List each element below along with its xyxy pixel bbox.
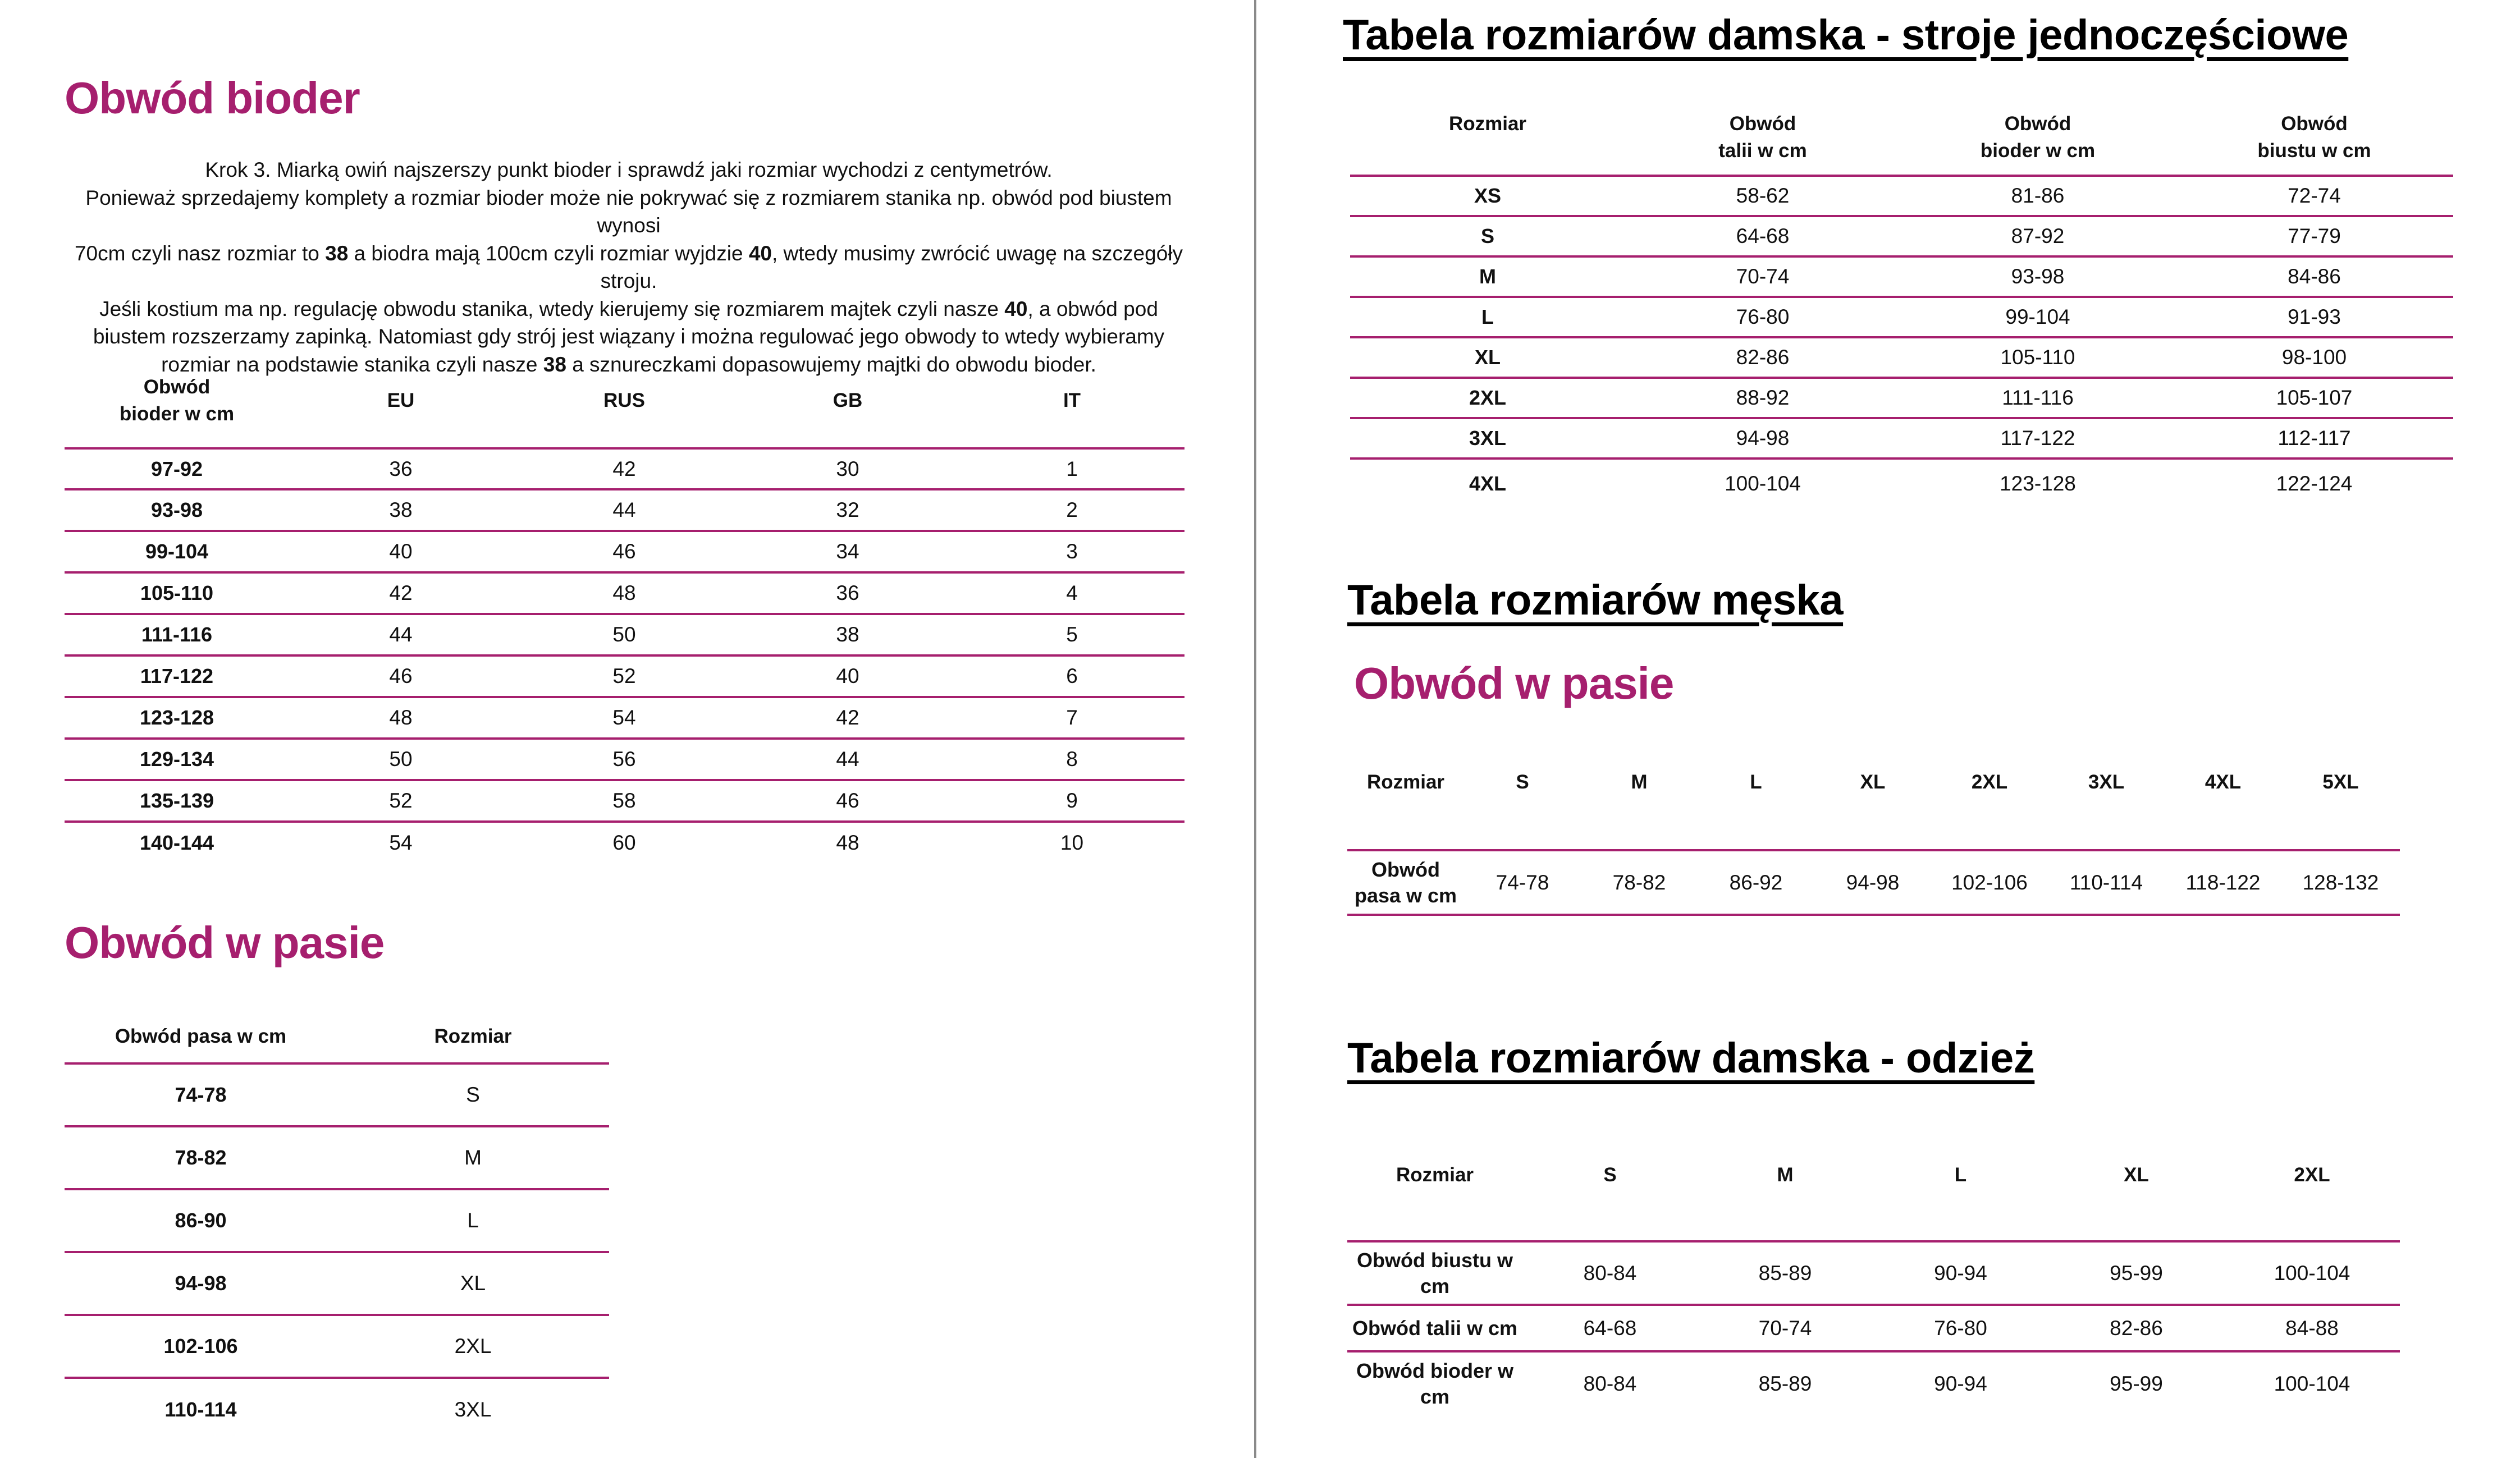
col-header: XL: [1860, 771, 1886, 793]
table-cell: 91-93: [2288, 305, 2341, 328]
table-row: [65, 1126, 609, 1189]
col-header-gb: GB: [833, 389, 863, 411]
para-line-5: biustem rozszerzamy zapinką. Natomiast gdy strój jest wiązany i można regulować jego obwody to wtedy wybieramy: [93, 325, 1165, 348]
table-cell: 110-114: [164, 1398, 237, 1421]
table-cell: XL: [460, 1272, 486, 1295]
table-cell: 74-78: [175, 1083, 227, 1106]
col-header: 2XL: [1971, 771, 2008, 793]
table-row: [1350, 216, 2453, 256]
table-header-row: [65, 1010, 609, 1063]
table-cell: 58: [612, 789, 636, 812]
table-cell: 3XL: [454, 1398, 492, 1421]
table-cell: 93-98: [2011, 265, 2065, 288]
waist-heading: Obwód w pasie: [65, 918, 385, 968]
table-cell: 54: [389, 831, 413, 854]
para-line-3: 70cm czyli nasz rozmiar to 38 a biodra mają 100cm czyli rozmiar wyjdzie 40, wtedy musimy zwrócić uwagę na szczegóły stroju.: [74, 241, 1183, 292]
table-cell: 38: [836, 623, 859, 646]
table-cell: 56: [612, 748, 636, 771]
col-header: M: [1777, 1164, 1794, 1186]
table-cell: 85-89: [1758, 1261, 1812, 1285]
col-header-bust: Obwód biustu w cm: [2257, 113, 2371, 162]
table-cell: 10: [1060, 831, 1084, 854]
table-row: [1350, 337, 2453, 378]
table-row: [65, 1063, 609, 1126]
table-cell: 30: [836, 457, 859, 480]
table-cell: S: [1480, 224, 1494, 247]
table-cell: XS: [1474, 184, 1502, 207]
table-cell: 48: [612, 581, 636, 604]
table-cell: 98-100: [2281, 346, 2347, 369]
table-cell: L: [1481, 305, 1494, 328]
table-cell: 81-86: [2011, 184, 2065, 207]
table-cell: 4XL: [1469, 472, 1507, 495]
para-line-4: Jeśli kostium ma np. regulację obwodu stanika, wtedy kierujemy się rozmiarem majtek czyli nasze 40, a obwód pod: [99, 297, 1158, 320]
row-label: Obwód pasa w cm: [1354, 858, 1457, 907]
table-cell: 6: [1066, 664, 1078, 687]
table-cell: 78-82: [1612, 870, 1666, 894]
table-cell: 46: [836, 789, 859, 812]
table-row: [65, 1378, 609, 1441]
table-cell: 76-80: [1934, 1316, 1987, 1340]
table-cell: 97-92: [150, 457, 203, 480]
para-line-1: Krok 3. Miarką owiń najszerszy punkt bioder i sprawdź jaki rozmiar wychodzi z centymetrów.: [205, 158, 1053, 181]
swimsuit-title: Tabela rozmiarów damska - stroje jednoczęściowe: [1343, 11, 2349, 59]
hips-size-table: [65, 354, 1184, 863]
table-cell: 42: [836, 706, 859, 729]
table-cell: 46: [612, 540, 636, 563]
table-cell: 105-110: [2000, 346, 2075, 369]
table-cell: 74-78: [1495, 870, 1549, 894]
row-label: Obwód biustu w cm: [1357, 1248, 1513, 1297]
table-cell: 86-90: [175, 1209, 227, 1232]
table-cell: 3XL: [1469, 427, 1507, 450]
table-row: [65, 572, 1184, 614]
col-header-eu: EU: [387, 389, 415, 411]
table-row: [65, 489, 1184, 531]
table-cell: M: [1479, 265, 1496, 288]
col-header: L: [1954, 1164, 1967, 1186]
table-cell: 46: [389, 664, 413, 687]
table-cell: 1: [1066, 457, 1078, 480]
page-divider: [1254, 0, 1256, 1458]
table-header-row: [65, 354, 1184, 448]
table-row: [65, 1315, 609, 1378]
table-cell: 99-104: [2005, 305, 2070, 328]
table-row: [1347, 1305, 2400, 1351]
table-cell: 117-122: [140, 664, 214, 687]
col-header-size: Rozmiar: [1448, 113, 1527, 135]
col-header-hips: Obwód bioder w cm: [119, 375, 235, 425]
table-row: [1347, 1351, 2400, 1415]
col-header: 3XL: [2088, 771, 2125, 793]
table-cell: 102-106: [163, 1335, 238, 1358]
col-header-size: Rozmiar: [1396, 1164, 1474, 1186]
table-cell: 105-110: [140, 581, 214, 604]
table-cell: 111-116: [2002, 386, 2074, 409]
table-row: [65, 1252, 609, 1315]
table-cell: 99-104: [145, 540, 209, 563]
col-header-size: Rozmiar: [1366, 771, 1445, 793]
table-cell: 88-92: [1736, 386, 1790, 409]
table-cell: 44: [389, 623, 413, 646]
table-cell: 112-117: [2277, 427, 2351, 450]
men-size-table: [1347, 758, 2400, 916]
table-cell: 117-122: [2000, 427, 2075, 450]
table-cell: 102-106: [1951, 870, 2028, 894]
table-cell: 8: [1066, 748, 1078, 771]
table-cell: 128-132: [2302, 870, 2379, 894]
table-cell: 140-144: [139, 831, 214, 854]
table-cell: 111-116: [141, 623, 213, 646]
table-row: [1350, 297, 2453, 337]
table-header-row: [1347, 1150, 2400, 1241]
table-cell: 72-74: [2288, 184, 2341, 207]
table-cell: 52: [612, 664, 636, 687]
table-cell: 77-79: [2288, 224, 2341, 247]
table-cell: 93-98: [150, 498, 203, 521]
table-cell: 48: [836, 831, 859, 854]
table-cell: 87-92: [2011, 224, 2065, 247]
table-cell: 32: [836, 498, 859, 521]
table-cell: 64-68: [1736, 224, 1790, 247]
table-cell: 44: [836, 748, 859, 771]
table-row: [1350, 176, 2453, 216]
table-row: [1350, 418, 2453, 459]
table-row: [65, 739, 1184, 780]
table-cell: 82-86: [2110, 1316, 2163, 1340]
men-waist-heading: Obwód w pasie: [1354, 658, 1674, 708]
col-header-it: IT: [1063, 389, 1081, 411]
table-row: [65, 655, 1184, 697]
table-row: [65, 531, 1184, 572]
table-row: [65, 448, 1184, 489]
hips-heading: Obwód bioder: [65, 73, 360, 123]
table-row: [65, 697, 1184, 739]
col-header: 5XL: [2322, 771, 2359, 793]
table-cell: 9: [1066, 789, 1078, 812]
col-header: XL: [2124, 1164, 2149, 1186]
table-cell: S: [466, 1083, 480, 1106]
table-cell: 58-62: [1736, 184, 1790, 207]
table-row: [65, 822, 1184, 863]
col-header: S: [1603, 1164, 1617, 1186]
table-cell: XL: [1474, 346, 1501, 369]
table-cell: 38: [389, 498, 413, 521]
table-cell: 122-124: [2276, 472, 2353, 495]
table-row: [65, 780, 1184, 822]
table-cell: 3: [1066, 540, 1078, 563]
col-header-rus: RUS: [603, 389, 645, 411]
table-row: [1350, 256, 2453, 297]
table-cell: 40: [389, 540, 413, 563]
table-cell: 85-89: [1758, 1372, 1812, 1395]
col-header: 4XL: [2205, 771, 2242, 793]
clothing-size-table: [1347, 1150, 2400, 1415]
col-header: S: [1516, 771, 1529, 793]
men-title: Tabela rozmiarów męska: [1347, 576, 1844, 624]
table-cell: 80-84: [1583, 1261, 1637, 1285]
table-cell: 95-99: [2110, 1372, 2163, 1395]
table-cell: 100-104: [2274, 1261, 2350, 1285]
table-cell: 94-98: [1846, 870, 1900, 894]
table-cell: 36: [389, 457, 413, 480]
table-cell: 129-134: [139, 748, 214, 771]
table-cell: 50: [389, 748, 413, 771]
table-cell: 80-84: [1583, 1372, 1637, 1395]
table-cell: 42: [612, 457, 636, 480]
table-cell: 90-94: [1934, 1261, 1987, 1285]
table-cell: 5: [1066, 623, 1078, 646]
table-cell: 4: [1066, 581, 1078, 604]
clothing-title: Tabela rozmiarów damska - odzież: [1347, 1034, 2035, 1082]
waist-size-table: [65, 1010, 609, 1441]
table-cell: 60: [612, 831, 636, 854]
table-cell: L: [467, 1209, 479, 1232]
table-cell: 54: [612, 706, 636, 729]
table-cell: 50: [612, 623, 636, 646]
table-row: [65, 1189, 609, 1252]
table-cell: 84-88: [2285, 1316, 2339, 1340]
table-cell: 105-107: [2276, 386, 2353, 409]
col-header-waist: Obwód pasa w cm: [115, 1025, 287, 1047]
col-header: M: [1631, 771, 1648, 793]
table-cell: 76-80: [1736, 305, 1790, 328]
table-cell: 42: [389, 581, 413, 604]
table-cell: 7: [1066, 706, 1078, 729]
table-cell: 70-74: [1758, 1316, 1812, 1340]
table-cell: 36: [836, 581, 859, 604]
table-cell: 100-104: [2274, 1372, 2350, 1395]
para-line-6: rozmiar na podstawie stanika czyli nasze 38 a sznureczkami dopasowujemy majtki do obwodu bioder.: [161, 352, 1096, 376]
table-cell: 94-98: [1736, 427, 1790, 450]
row-label: Obwód talii w cm: [1352, 1316, 1518, 1340]
table-cell: 82-86: [1736, 346, 1790, 369]
col-header: L: [1750, 771, 1762, 793]
table-cell: 48: [389, 706, 413, 729]
table-cell: 34: [836, 540, 859, 563]
table-cell: 2: [1066, 498, 1078, 521]
table-row: [65, 614, 1184, 655]
table-cell: 94-98: [175, 1272, 227, 1295]
table-row: [1347, 850, 2400, 915]
col-header-waist: Obwód talii w cm: [1718, 113, 1807, 162]
table-cell: 100-104: [1725, 472, 1801, 495]
table-cell: 70-74: [1736, 265, 1790, 288]
table-cell: 40: [836, 664, 859, 687]
instructions-paragraph: [65, 156, 1193, 378]
table-cell: 86-92: [1729, 870, 1783, 894]
table-row: [1347, 1241, 2400, 1305]
table-cell: 118-122: [2185, 870, 2261, 894]
row-label: Obwód bioder w cm: [1356, 1359, 1513, 1408]
table-cell: 44: [612, 498, 636, 521]
swimsuit-size-table: [1350, 109, 2453, 508]
table-cell: 2XL: [454, 1335, 492, 1358]
table-row: [1350, 459, 2453, 508]
table-cell: 135-139: [139, 789, 214, 812]
col-header: 2XL: [2294, 1164, 2330, 1186]
table-cell: 110-114: [2069, 870, 2143, 894]
table-cell: 90-94: [1934, 1372, 1987, 1395]
table-header-row: [1350, 109, 2453, 176]
table-cell: 2XL: [1469, 386, 1507, 409]
table-cell: 95-99: [2110, 1261, 2163, 1285]
col-header-size: Rozmiar: [434, 1025, 512, 1047]
table-cell: 123-128: [139, 706, 214, 729]
table-header-row: [1347, 758, 2400, 850]
para-line-2: Ponieważ sprzedajemy komplety a rozmiar bioder może nie pokrywać się z rozmiarem stanika np. obwód pod biustem wynosi: [85, 186, 1172, 237]
table-cell: 52: [389, 789, 413, 812]
col-header-hips: Obwód bioder w cm: [1980, 113, 2096, 162]
table-cell: 64-68: [1583, 1316, 1637, 1340]
table-cell: 123-128: [2000, 472, 2076, 495]
table-row: [1350, 378, 2453, 418]
table-cell: 84-86: [2288, 265, 2341, 288]
table-cell: 78-82: [175, 1146, 227, 1169]
table-cell: M: [464, 1146, 482, 1169]
